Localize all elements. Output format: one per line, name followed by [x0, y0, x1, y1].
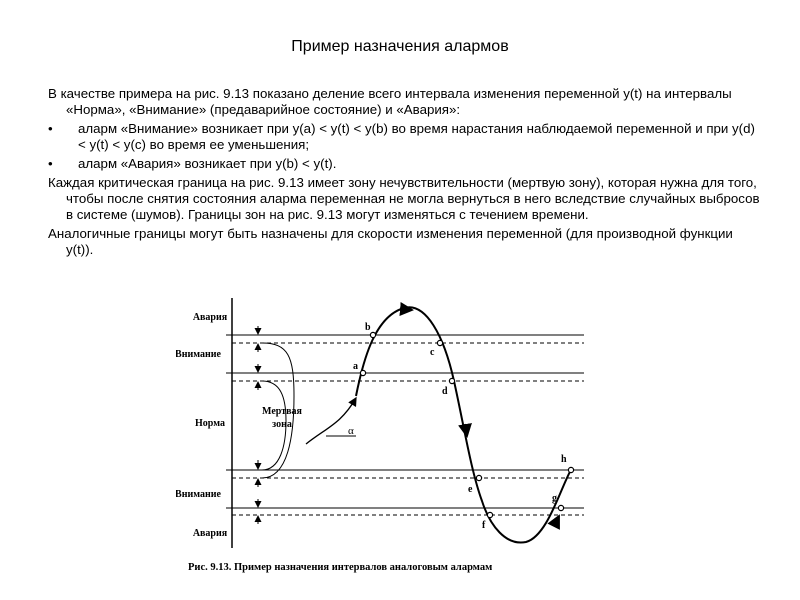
point-e: [476, 475, 481, 480]
bullet-marker: •: [48, 121, 53, 136]
point-d: [449, 378, 454, 383]
point-h: [568, 467, 573, 472]
bullet-warning: [48, 121, 760, 153]
zone-label-warning-bottom: Внимание: [176, 489, 221, 500]
zone-label-warning-top: Внимание: [176, 349, 221, 360]
zone-label-alarm-top: Авария: [192, 312, 228, 323]
bullet-warning-text: аларм «Внимание» возникает при y(a) < y(t) < y(b) во время нарастания наблюдаемой переменной и при y(d) < y(t) < y(c) во время ее уменьшения;: [78, 121, 755, 152]
point-label-e: e: [468, 484, 473, 495]
page-title: Пример назначения алармов: [291, 38, 509, 55]
figure-caption: Рис. 9.13. Пример назначения интервалов аналоговым алармам: [188, 562, 493, 573]
direction-arrow-top: [400, 309, 412, 310]
derivative-paragraph: Аналогичные границы могут быть назначены для скорости изменения переменной (для производной функции y(t)).: [48, 226, 733, 257]
alarm-intervals-figure: [176, 296, 596, 585]
tangent-arrow: [306, 398, 356, 444]
direction-arrow-up: [554, 516, 559, 526]
bullet-alarm: [48, 156, 760, 172]
bullet-marker: •: [48, 156, 53, 171]
body-text: [48, 86, 760, 261]
point-label-g: g: [552, 493, 557, 504]
point-label-c: c: [430, 347, 435, 358]
point-a: [360, 370, 365, 375]
dead-zone-paragraph: Каждая критическая граница на рис. 9.13 имеет зону нечувствительности (мертвую зону), которая нужна для того, чтобы после снятия состояния аларма переменная не могла вернуться в него вследствие случайных выбросов в системе (шумов). Границы зон на рис. 9.13 могут изменяться с течением времени.: [48, 175, 760, 222]
point-c: [437, 340, 442, 345]
zone-label-alarm-bottom: Авария: [192, 528, 228, 539]
point-label-f: f: [482, 520, 486, 531]
dead-zone-label-line1: Мертвая: [262, 406, 302, 417]
point-g: [558, 505, 563, 510]
point-b: [370, 332, 375, 337]
point-label-d: d: [442, 386, 448, 397]
figure-diagram: [176, 296, 596, 580]
zone-label-norm: Норма: [195, 418, 225, 429]
point-label-h: h: [561, 454, 567, 465]
dead-zone-label-line2: зона: [272, 419, 292, 430]
point-f: [487, 512, 492, 517]
point-label-a: a: [353, 361, 358, 372]
intro-paragraph: В качестве примера на рис. 9.13 показано деление всего интервала изменения переменной y(t) на интервалы «Норма», «Внимание» (предаварийное состояние) и «Авария»:: [48, 86, 732, 117]
bullet-alarm-text: аларм «Авария» возникает при y(b) < y(t).: [78, 156, 337, 171]
angle-label: α: [348, 425, 354, 437]
point-label-b: b: [365, 322, 371, 333]
